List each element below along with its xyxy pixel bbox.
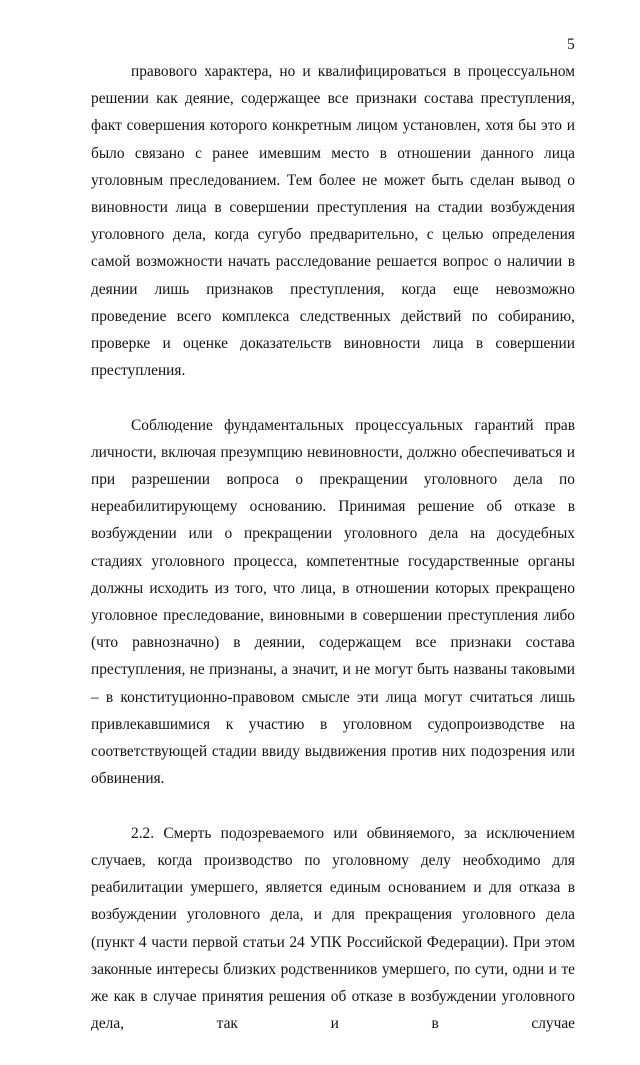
- document-body: [91, 58, 575, 1065]
- page-number: 5: [567, 36, 575, 53]
- paragraph-2: Соблюдение фундаментальных процессуальных гарантий прав личности, включая презумпцию невиновности, должно обеспечиваться и при разрешении вопроса о прекращении уголовного дела по нереабилитирующему основанию. Принимая решение об отказе в возбуждении или о прекращении уголовного дела на досудебных стадиях уголовного процесса, компетентные государственные органы должны исходить из того, что лица, в отношении которых прекращено уголовное преследование, виновными в совершении преступления либо (что равнозначно) в деянии, содержащем все признаки состава преступления, не признаны, а значит, и не могут быть названы таковыми – в конституционно-правовом смысле эти лица могут считаться лишь привлекавшимися к участию в уголовном судопроизводстве на соответствующей стадии ввиду выдвижения против них подозрения или обвинения.: [91, 416, 575, 788]
- paragraph-3: 2.2. Смерть подозреваемого или обвиняемого, за исключением случаев, когда производство по уголовному делу необходимо для реабилитации умершего, является единым основанием и для отказа в возбуждении уголовного дела, и для прекращения уголовного дела (пункт 4 части первой статьи 24 УПК Российской Федерации). При этом законные интересы близких родственников умершего, по сути, одни и те же как в случае принятия решения об отказе в возбуждении уголовного дела, так и в случае: [91, 824, 575, 1033]
- paragraph-1: правового характера, но и квалифицироваться в процессуальном решении как деяние, содержащее все признаки состава преступления, факт совершения которого конкретным лицом установлен, хотя бы это и было связано с ранее имевшим место в отношении данного лица уголовным преследованием. Тем более не может быть сделан вывод о виновности лица в совершении преступления на стадии возбуждения уголовного дела, когда сугубо предварительно, с целью определения самой возможности начать расследование решается вопрос о наличии в деянии лишь признаков преступления, когда еще невозможно проведение всего комплекса следственных действий по собиранию, проверке и оценке доказательств виновности лица в совершении преступления.: [91, 63, 575, 380]
